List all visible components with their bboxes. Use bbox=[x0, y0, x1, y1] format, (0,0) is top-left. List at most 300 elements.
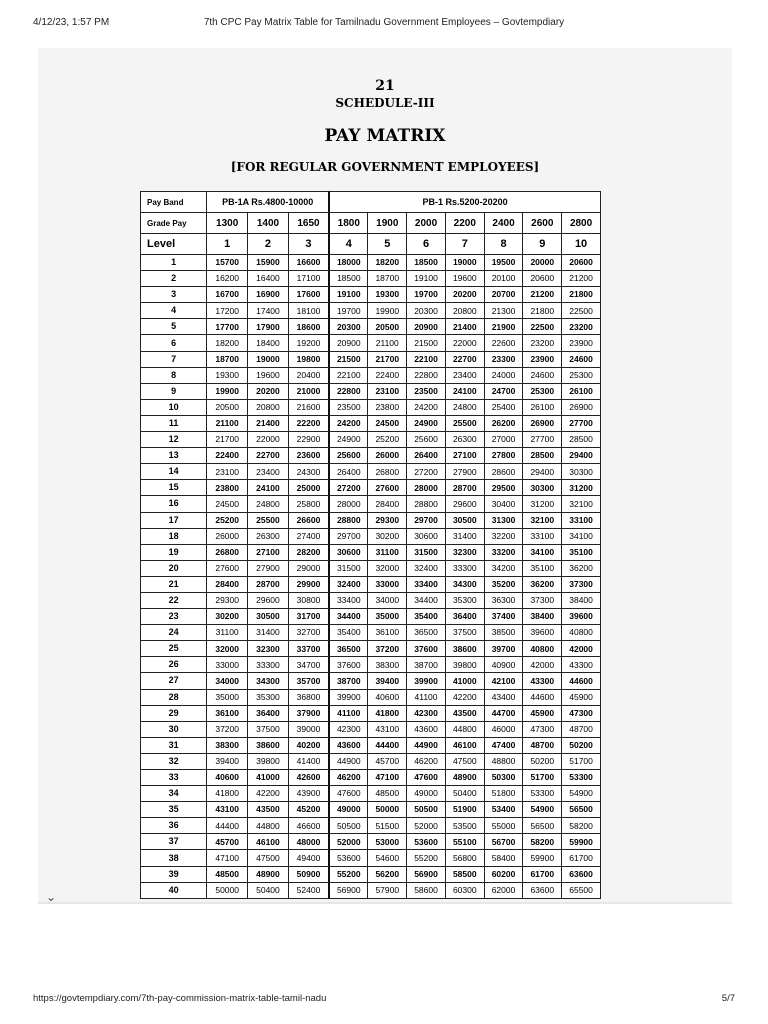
pay-value-cell: 29600 bbox=[445, 496, 484, 512]
pay-value-cell: 50400 bbox=[248, 882, 289, 898]
pay-value-cell: 48700 bbox=[523, 737, 562, 753]
pay-value-cell: 48700 bbox=[562, 721, 601, 737]
pay-value-cell: 61700 bbox=[523, 866, 562, 882]
pay-value-cell: 36200 bbox=[523, 576, 562, 592]
pay-value-cell: 58500 bbox=[445, 866, 484, 882]
pay-value-cell: 23100 bbox=[207, 464, 248, 480]
pay-value-cell: 37200 bbox=[207, 721, 248, 737]
chevron-down-icon[interactable]: ⌄ bbox=[46, 890, 57, 904]
pay-value-cell: 37900 bbox=[288, 705, 329, 721]
pay-value-cell: 31100 bbox=[207, 625, 248, 641]
pay-value-cell: 53500 bbox=[445, 818, 484, 834]
pay-value-cell: 58200 bbox=[562, 818, 601, 834]
pay-value-cell: 20200 bbox=[248, 383, 289, 399]
pay-value-cell: 50400 bbox=[445, 786, 484, 802]
pay-value-cell: 18700 bbox=[207, 351, 248, 367]
pay-value-cell: 27600 bbox=[207, 560, 248, 576]
pay-value-cell: 20900 bbox=[407, 319, 446, 335]
document-viewer[interactable] bbox=[38, 48, 732, 904]
pay-value-cell: 53300 bbox=[562, 770, 601, 786]
pay-value-cell: 43300 bbox=[562, 657, 601, 673]
pay-value-cell: 58400 bbox=[484, 850, 523, 866]
pay-value-cell: 54900 bbox=[523, 802, 562, 818]
grade-pay-cell: 1900 bbox=[368, 213, 407, 234]
pay-value-cell: 56500 bbox=[562, 802, 601, 818]
pay-value-cell: 33000 bbox=[368, 576, 407, 592]
pay-value-cell: 35300 bbox=[445, 592, 484, 608]
pay-value-cell: 45900 bbox=[562, 689, 601, 705]
pay-value-cell: 44900 bbox=[329, 753, 368, 769]
pay-value-cell: 19600 bbox=[445, 271, 484, 287]
table-row bbox=[141, 287, 601, 303]
pay-value-cell: 24200 bbox=[329, 415, 368, 431]
pay-value-cell: 33300 bbox=[248, 657, 289, 673]
pay-value-cell: 39000 bbox=[288, 721, 329, 737]
pay-value-cell: 41400 bbox=[288, 753, 329, 769]
pay-value-cell: 23400 bbox=[445, 367, 484, 383]
pay-value-cell: 44700 bbox=[484, 705, 523, 721]
pay-value-cell: 26900 bbox=[562, 399, 601, 415]
pay-value-cell: 48000 bbox=[288, 834, 329, 850]
table-row bbox=[141, 609, 601, 625]
pay-value-cell: 35000 bbox=[368, 609, 407, 625]
pay-value-cell: 37500 bbox=[445, 625, 484, 641]
pay-value-cell: 21000 bbox=[288, 383, 329, 399]
pay-value-cell: 19000 bbox=[248, 351, 289, 367]
pay-value-cell: 44600 bbox=[523, 689, 562, 705]
pay-value-cell: 25600 bbox=[407, 432, 446, 448]
pay-value-cell: 46100 bbox=[445, 737, 484, 753]
pay-value-cell: 47600 bbox=[407, 770, 446, 786]
pay-value-cell: 22900 bbox=[288, 432, 329, 448]
pay-value-cell: 36800 bbox=[288, 689, 329, 705]
pay-value-cell: 35400 bbox=[329, 625, 368, 641]
row-index-cell: 13 bbox=[141, 448, 207, 464]
pay-value-cell: 21700 bbox=[368, 351, 407, 367]
pay-value-cell: 23300 bbox=[484, 351, 523, 367]
level-label: Level bbox=[141, 234, 207, 255]
grade-pay-cell: 2800 bbox=[562, 213, 601, 234]
pay-value-cell: 56200 bbox=[368, 866, 407, 882]
pay-value-cell: 21400 bbox=[248, 415, 289, 431]
pay-value-cell: 21200 bbox=[523, 287, 562, 303]
table-row bbox=[141, 673, 601, 689]
level-cell: 8 bbox=[484, 234, 523, 255]
pay-value-cell: 24800 bbox=[445, 399, 484, 415]
pay-value-cell: 35100 bbox=[562, 544, 601, 560]
pay-value-cell: 23200 bbox=[523, 335, 562, 351]
pay-value-cell: 20800 bbox=[248, 399, 289, 415]
pay-value-cell: 17200 bbox=[207, 303, 248, 319]
row-index-cell: 14 bbox=[141, 464, 207, 480]
pay-value-cell: 47500 bbox=[445, 753, 484, 769]
level-cell: 2 bbox=[248, 234, 289, 255]
pay-value-cell: 26200 bbox=[484, 415, 523, 431]
pay-value-cell: 20600 bbox=[523, 271, 562, 287]
pay-value-cell: 49000 bbox=[407, 786, 446, 802]
pay-value-cell: 26800 bbox=[368, 464, 407, 480]
pay-value-cell: 32200 bbox=[484, 528, 523, 544]
row-index-cell: 2 bbox=[141, 271, 207, 287]
pay-value-cell: 28000 bbox=[407, 480, 446, 496]
pay-value-cell: 35000 bbox=[207, 689, 248, 705]
pay-value-cell: 61700 bbox=[562, 850, 601, 866]
pay-value-cell: 19700 bbox=[329, 303, 368, 319]
pay-value-cell: 22800 bbox=[329, 383, 368, 399]
pay-value-cell: 30600 bbox=[407, 528, 446, 544]
pay-value-cell: 23900 bbox=[523, 351, 562, 367]
table-row bbox=[141, 770, 601, 786]
table-row bbox=[141, 802, 601, 818]
pay-value-cell: 18000 bbox=[329, 255, 368, 271]
row-index-cell: 32 bbox=[141, 753, 207, 769]
pay-value-cell: 34200 bbox=[484, 560, 523, 576]
pay-value-cell: 56900 bbox=[407, 866, 446, 882]
viewer-bottom-divider bbox=[38, 902, 732, 904]
pay-value-cell: 56700 bbox=[484, 834, 523, 850]
pay-value-cell: 26000 bbox=[207, 528, 248, 544]
table-row bbox=[141, 271, 601, 287]
pay-value-cell: 31500 bbox=[407, 544, 446, 560]
pay-value-cell: 23900 bbox=[562, 335, 601, 351]
pay-value-cell: 30300 bbox=[562, 464, 601, 480]
pay-value-cell: 20200 bbox=[445, 287, 484, 303]
pay-value-cell: 27400 bbox=[288, 528, 329, 544]
table-row bbox=[141, 415, 601, 431]
pay-value-cell: 38300 bbox=[368, 657, 407, 673]
pay-value-cell: 22400 bbox=[368, 367, 407, 383]
pay-value-cell: 46600 bbox=[288, 818, 329, 834]
table-row bbox=[141, 641, 601, 657]
pay-value-cell: 23600 bbox=[288, 448, 329, 464]
pay-value-cell: 25300 bbox=[523, 383, 562, 399]
pay-value-cell: 58200 bbox=[523, 834, 562, 850]
pay-value-cell: 22700 bbox=[248, 448, 289, 464]
pay-value-cell: 32100 bbox=[562, 496, 601, 512]
pay-value-cell: 32100 bbox=[523, 512, 562, 528]
pay-value-cell: 33400 bbox=[329, 592, 368, 608]
pay-value-cell: 50000 bbox=[207, 882, 248, 898]
pay-value-cell: 26600 bbox=[288, 512, 329, 528]
pay-value-cell: 63600 bbox=[562, 866, 601, 882]
pay-value-cell: 31400 bbox=[248, 625, 289, 641]
pay-value-cell: 29600 bbox=[248, 592, 289, 608]
pay-band-pb1a: PB-1A Rs.4800-10000 bbox=[207, 192, 329, 213]
pay-value-cell: 34100 bbox=[523, 544, 562, 560]
pay-value-cell: 33100 bbox=[523, 528, 562, 544]
pay-value-cell: 47500 bbox=[248, 850, 289, 866]
pay-value-cell: 30200 bbox=[368, 528, 407, 544]
pay-value-cell: 18500 bbox=[407, 255, 446, 271]
row-index-cell: 5 bbox=[141, 319, 207, 335]
pay-value-cell: 39800 bbox=[445, 657, 484, 673]
pay-value-cell: 47100 bbox=[368, 770, 407, 786]
table-row bbox=[141, 818, 601, 834]
pay-value-cell: 52000 bbox=[407, 818, 446, 834]
pay-value-cell: 20500 bbox=[207, 399, 248, 415]
pay-value-cell: 22600 bbox=[484, 335, 523, 351]
pay-value-cell: 38400 bbox=[562, 592, 601, 608]
row-index-cell: 7 bbox=[141, 351, 207, 367]
pay-value-cell: 56900 bbox=[329, 882, 368, 898]
pay-value-cell: 42100 bbox=[484, 673, 523, 689]
pay-value-cell: 55000 bbox=[484, 818, 523, 834]
pay-value-cell: 42200 bbox=[445, 689, 484, 705]
pay-value-cell: 18200 bbox=[368, 255, 407, 271]
row-index-cell: 18 bbox=[141, 528, 207, 544]
pay-value-cell: 59900 bbox=[523, 850, 562, 866]
pay-value-cell: 55200 bbox=[329, 866, 368, 882]
pay-value-cell: 24600 bbox=[562, 351, 601, 367]
pay-value-cell: 24100 bbox=[248, 480, 289, 496]
pay-value-cell: 22200 bbox=[288, 415, 329, 431]
pay-value-cell: 48800 bbox=[484, 753, 523, 769]
pay-value-cell: 38600 bbox=[445, 641, 484, 657]
pay-value-cell: 26800 bbox=[207, 544, 248, 560]
pay-value-cell: 19300 bbox=[368, 287, 407, 303]
pay-value-cell: 16400 bbox=[248, 271, 289, 287]
level-cell: 4 bbox=[329, 234, 368, 255]
pay-value-cell: 37600 bbox=[407, 641, 446, 657]
pay-value-cell: 34400 bbox=[329, 609, 368, 625]
pay-value-cell: 26900 bbox=[523, 415, 562, 431]
pay-value-cell: 34100 bbox=[562, 528, 601, 544]
pay-value-cell: 27200 bbox=[329, 480, 368, 496]
pay-value-cell: 45200 bbox=[288, 802, 329, 818]
table-row bbox=[141, 367, 601, 383]
footer-url: https://govtempdiary.com/7th-pay-commission-matrix-table-tamil-nadu bbox=[33, 993, 327, 1004]
pay-value-cell: 22500 bbox=[523, 319, 562, 335]
pay-value-cell: 39400 bbox=[207, 753, 248, 769]
pay-value-cell: 43400 bbox=[484, 689, 523, 705]
row-index-cell: 20 bbox=[141, 560, 207, 576]
table-row bbox=[141, 721, 601, 737]
level-cell: 10 bbox=[562, 234, 601, 255]
pay-value-cell: 36400 bbox=[445, 609, 484, 625]
pay-value-cell: 38700 bbox=[329, 673, 368, 689]
pay-value-cell: 22500 bbox=[562, 303, 601, 319]
pay-value-cell: 38500 bbox=[484, 625, 523, 641]
pay-value-cell: 36400 bbox=[248, 705, 289, 721]
pay-value-cell: 51700 bbox=[562, 753, 601, 769]
pay-value-cell: 32400 bbox=[407, 560, 446, 576]
row-index-cell: 4 bbox=[141, 303, 207, 319]
pay-value-cell: 20900 bbox=[329, 335, 368, 351]
pay-value-cell: 30200 bbox=[207, 609, 248, 625]
pay-value-cell: 25200 bbox=[368, 432, 407, 448]
pay-value-cell: 21500 bbox=[329, 351, 368, 367]
pay-value-cell: 33200 bbox=[484, 544, 523, 560]
pay-value-cell: 29500 bbox=[484, 480, 523, 496]
pay-value-cell: 24900 bbox=[407, 415, 446, 431]
pay-value-cell: 19700 bbox=[407, 287, 446, 303]
table-row bbox=[141, 351, 601, 367]
table-row bbox=[141, 753, 601, 769]
pay-value-cell: 44900 bbox=[407, 737, 446, 753]
pay-value-cell: 32700 bbox=[288, 625, 329, 641]
pay-value-cell: 43900 bbox=[288, 786, 329, 802]
pay-value-cell: 28700 bbox=[248, 576, 289, 592]
pay-value-cell: 63600 bbox=[523, 882, 562, 898]
pay-matrix-body bbox=[141, 255, 601, 899]
pay-value-cell: 24500 bbox=[207, 496, 248, 512]
pay-value-cell: 44800 bbox=[445, 721, 484, 737]
row-index-cell: 34 bbox=[141, 786, 207, 802]
pay-band-row bbox=[141, 192, 601, 213]
pay-value-cell: 57900 bbox=[368, 882, 407, 898]
pay-value-cell: 31200 bbox=[562, 480, 601, 496]
pay-value-cell: 30500 bbox=[248, 609, 289, 625]
pay-value-cell: 50500 bbox=[329, 818, 368, 834]
document-page bbox=[38, 48, 732, 904]
table-row bbox=[141, 512, 601, 528]
pay-value-cell: 34000 bbox=[207, 673, 248, 689]
pay-value-cell: 24500 bbox=[368, 415, 407, 431]
row-index-cell: 24 bbox=[141, 625, 207, 641]
pay-value-cell: 30300 bbox=[523, 480, 562, 496]
pay-value-cell: 43100 bbox=[368, 721, 407, 737]
table-row bbox=[141, 528, 601, 544]
pay-value-cell: 21100 bbox=[368, 335, 407, 351]
pay-value-cell: 27200 bbox=[407, 464, 446, 480]
pay-value-cell: 28800 bbox=[407, 496, 446, 512]
pay-value-cell: 40200 bbox=[288, 737, 329, 753]
table-row bbox=[141, 786, 601, 802]
pay-value-cell: 53300 bbox=[523, 786, 562, 802]
pay-value-cell: 29700 bbox=[329, 528, 368, 544]
pay-value-cell: 19100 bbox=[329, 287, 368, 303]
grade-pay-row bbox=[141, 213, 601, 234]
pay-value-cell: 30400 bbox=[484, 496, 523, 512]
pay-value-cell: 31500 bbox=[329, 560, 368, 576]
pay-value-cell: 51900 bbox=[445, 802, 484, 818]
row-index-cell: 30 bbox=[141, 721, 207, 737]
pay-value-cell: 32300 bbox=[445, 544, 484, 560]
pay-value-cell: 37200 bbox=[368, 641, 407, 657]
pay-value-cell: 28500 bbox=[523, 448, 562, 464]
pay-value-cell: 28200 bbox=[288, 544, 329, 560]
pay-value-cell: 18100 bbox=[288, 303, 329, 319]
pay-value-cell: 25200 bbox=[207, 512, 248, 528]
pay-value-cell: 26400 bbox=[407, 448, 446, 464]
pay-value-cell: 40600 bbox=[368, 689, 407, 705]
pay-value-cell: 49400 bbox=[288, 850, 329, 866]
print-timestamp: 4/12/23, 1:57 PM bbox=[33, 17, 110, 28]
pay-value-cell: 46200 bbox=[329, 770, 368, 786]
pay-value-cell: 44600 bbox=[562, 673, 601, 689]
row-index-cell: 23 bbox=[141, 609, 207, 625]
pay-value-cell: 21900 bbox=[484, 319, 523, 335]
row-index-cell: 10 bbox=[141, 399, 207, 415]
pay-value-cell: 37500 bbox=[248, 721, 289, 737]
pay-value-cell: 47300 bbox=[562, 705, 601, 721]
pay-value-cell: 23100 bbox=[368, 383, 407, 399]
pay-value-cell: 44400 bbox=[368, 737, 407, 753]
pay-value-cell: 55200 bbox=[407, 850, 446, 866]
pay-value-cell: 34000 bbox=[368, 592, 407, 608]
table-row bbox=[141, 383, 601, 399]
pay-value-cell: 43500 bbox=[445, 705, 484, 721]
pay-value-cell: 37600 bbox=[329, 657, 368, 673]
pay-value-cell: 18400 bbox=[248, 335, 289, 351]
row-index-cell: 9 bbox=[141, 383, 207, 399]
pay-value-cell: 51700 bbox=[523, 770, 562, 786]
schedule-heading: SCHEDULE-III bbox=[335, 96, 435, 110]
pay-value-cell: 48500 bbox=[368, 786, 407, 802]
pay-value-cell: 16200 bbox=[207, 271, 248, 287]
pay-value-cell: 33700 bbox=[288, 641, 329, 657]
level-row bbox=[141, 234, 601, 255]
pay-value-cell: 16600 bbox=[288, 255, 329, 271]
row-index-cell: 16 bbox=[141, 496, 207, 512]
grade-pay-cell: 2400 bbox=[484, 213, 523, 234]
pay-value-cell: 28600 bbox=[484, 464, 523, 480]
pay-value-cell: 36200 bbox=[562, 560, 601, 576]
pay-value-cell: 47400 bbox=[484, 737, 523, 753]
pay-value-cell: 21800 bbox=[523, 303, 562, 319]
pay-value-cell: 16900 bbox=[248, 287, 289, 303]
print-header bbox=[0, 17, 768, 33]
pay-value-cell: 26100 bbox=[562, 383, 601, 399]
pay-value-cell: 28800 bbox=[329, 512, 368, 528]
pay-value-cell: 19800 bbox=[288, 351, 329, 367]
table-row bbox=[141, 432, 601, 448]
document-subtitle: [FOR REGULAR GOVERNMENT EMPLOYEES] bbox=[230, 160, 540, 174]
row-index-cell: 31 bbox=[141, 737, 207, 753]
pay-value-cell: 32300 bbox=[248, 641, 289, 657]
pay-value-cell: 19500 bbox=[484, 255, 523, 271]
pay-value-cell: 38300 bbox=[207, 737, 248, 753]
table-row bbox=[141, 592, 601, 608]
pay-value-cell: 15700 bbox=[207, 255, 248, 271]
row-index-cell: 26 bbox=[141, 657, 207, 673]
pay-value-cell: 26300 bbox=[445, 432, 484, 448]
pay-value-cell: 39900 bbox=[329, 689, 368, 705]
pay-value-cell: 29300 bbox=[368, 512, 407, 528]
pay-value-cell: 26400 bbox=[329, 464, 368, 480]
pay-value-cell: 26300 bbox=[248, 528, 289, 544]
pay-value-cell: 27100 bbox=[445, 448, 484, 464]
pay-value-cell: 47600 bbox=[329, 786, 368, 802]
pay-value-cell: 20300 bbox=[407, 303, 446, 319]
pay-value-cell: 31300 bbox=[484, 512, 523, 528]
pay-value-cell: 39400 bbox=[368, 673, 407, 689]
pay-value-cell: 41000 bbox=[248, 770, 289, 786]
row-index-cell: 36 bbox=[141, 818, 207, 834]
pay-value-cell: 23800 bbox=[368, 399, 407, 415]
pay-value-cell: 29400 bbox=[523, 464, 562, 480]
pay-value-cell: 34300 bbox=[248, 673, 289, 689]
pay-value-cell: 30600 bbox=[329, 544, 368, 560]
row-index-cell: 6 bbox=[141, 335, 207, 351]
pay-value-cell: 43100 bbox=[207, 802, 248, 818]
pay-value-cell: 24700 bbox=[484, 383, 523, 399]
pay-value-cell: 42600 bbox=[288, 770, 329, 786]
pay-value-cell: 22100 bbox=[407, 351, 446, 367]
pay-value-cell: 21400 bbox=[445, 319, 484, 335]
pay-value-cell: 35700 bbox=[288, 673, 329, 689]
pay-value-cell: 20000 bbox=[523, 255, 562, 271]
grade-pay-cell: 1300 bbox=[207, 213, 248, 234]
pay-value-cell: 41800 bbox=[207, 786, 248, 802]
pay-value-cell: 29000 bbox=[288, 560, 329, 576]
pay-value-cell: 27000 bbox=[484, 432, 523, 448]
pay-value-cell: 25000 bbox=[288, 480, 329, 496]
pay-value-cell: 21100 bbox=[207, 415, 248, 431]
table-row bbox=[141, 319, 601, 335]
pay-value-cell: 36500 bbox=[329, 641, 368, 657]
pay-value-cell: 20700 bbox=[484, 287, 523, 303]
